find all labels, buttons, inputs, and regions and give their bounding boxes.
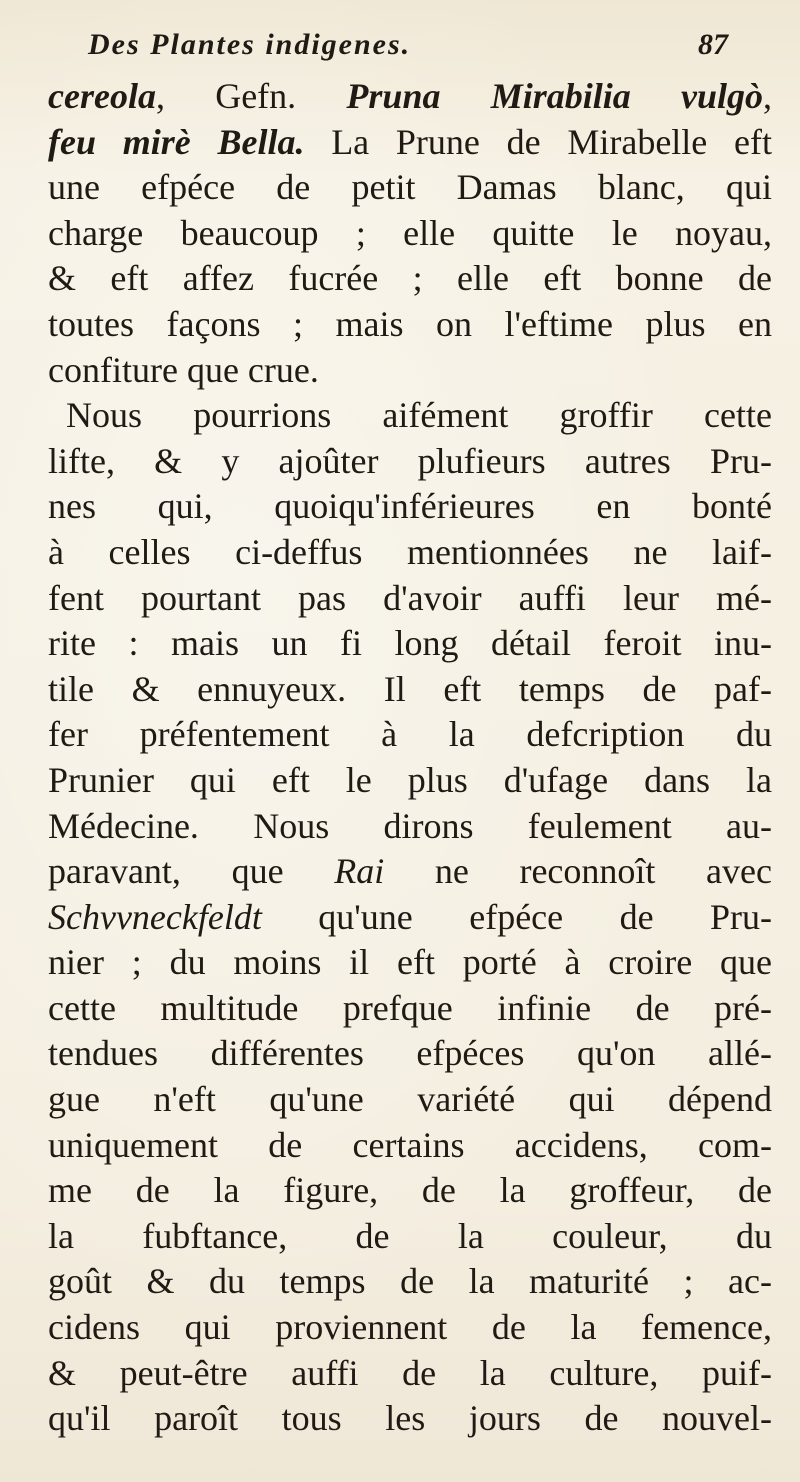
text-segment: cereola: [48, 76, 156, 116]
text-segment: Prunier qui eft le plus d'ufage dans la: [48, 759, 772, 800]
text-line: [48, 895, 772, 941]
text-segment: une efpéce de petit Damas blanc, qui: [48, 167, 772, 208]
text-segment: fent pourtant pas d'avoir auffi leur mé-: [48, 577, 772, 618]
body-text: [48, 74, 772, 1442]
text-segment: me de la figure, de la groffeur, de: [48, 1170, 772, 1211]
text-segment: cette multitude prefque infinie de pré-: [48, 987, 772, 1028]
text-segment: paravant, que: [48, 851, 335, 892]
text-segment: Schvvneckfeldt: [48, 896, 262, 937]
text-segment: toutes façons ; mais on l'eftime plus en: [48, 303, 772, 344]
text-segment: qu'il paroît tous les jours de nouvel-: [48, 1398, 772, 1439]
text-line: [48, 1396, 772, 1442]
text-segment: nier ; du moins il eft porté à croire que: [48, 942, 772, 983]
text-line: [48, 667, 772, 713]
text-segment: uniquement de certains accidens, com-: [48, 1124, 772, 1165]
page-number: 87: [698, 28, 728, 61]
text-line: [48, 1168, 772, 1214]
text-line: [48, 758, 772, 804]
text-line: [48, 1123, 772, 1169]
text-line: [48, 165, 772, 211]
text-segment: Pruna Mirabilia vulgò: [346, 76, 763, 116]
text-segment: , Gefn.: [155, 76, 347, 116]
text-segment: & peut-être auffi de la culture, puif-: [48, 1352, 772, 1393]
text-line: [48, 1259, 772, 1305]
text-segment: tile & ennuyeux. Il eft temps de paf-: [48, 668, 772, 709]
text-line: [48, 804, 772, 850]
text-line: [48, 348, 772, 394]
text-line: [48, 1351, 772, 1397]
text-segment: ne reconnoît avec: [384, 851, 772, 892]
text-line: [48, 849, 772, 895]
text-line: [48, 1031, 772, 1077]
text-segment: à celles ci-deffus mentionnées ne laif-: [48, 531, 772, 572]
text-segment: tendues différentes efpéces qu'on allé-: [48, 1033, 772, 1074]
text-segment: charge beaucoup ; elle quitte le noyau,: [48, 212, 772, 253]
text-segment: cidens qui proviennent de la femence,: [48, 1307, 772, 1348]
text-segment: lifte, & y ajoûter plufieurs autres Pru-: [48, 440, 772, 481]
text-segment: nes qui, quoiqu'inférieures en bonté: [48, 486, 772, 527]
running-title: Des Plantes indigenes.: [88, 28, 412, 61]
text-line: [48, 120, 772, 166]
text-line: [48, 712, 772, 758]
text-line: [48, 576, 772, 622]
text-line: [48, 1214, 772, 1260]
text-line: [48, 1305, 772, 1351]
text-segment: goût & du temps de la maturité ; ac-: [48, 1261, 772, 1302]
text-segment: fer préfentement à la defcription du: [48, 714, 772, 755]
text-segment: la fubftance, de la couleur, du: [48, 1215, 772, 1256]
text-line: [48, 940, 772, 986]
text-line: [48, 1077, 772, 1123]
text-line: [48, 302, 772, 348]
text-segment: confiture que crue.: [48, 349, 319, 390]
text-line: [48, 74, 772, 120]
text-segment: feu mirè Bella.: [48, 121, 305, 162]
text-line: [48, 256, 772, 302]
text-line: [48, 393, 772, 439]
text-segment: Rai: [334, 851, 385, 892]
text-segment: gue n'eft qu'une variété qui dépend: [48, 1079, 772, 1120]
text-segment: qu'une efpéce de Pru-: [261, 896, 772, 937]
text-line: [48, 211, 772, 257]
text-segment: La Prune de Mirabelle eft: [304, 121, 772, 162]
text-line: [48, 530, 772, 576]
text-segment: ,: [763, 76, 772, 116]
text-line: [48, 439, 772, 485]
text-line: [48, 621, 772, 667]
text-segment: & eft affez fucrée ; elle eft bonne de: [48, 258, 772, 299]
text-line: [48, 986, 772, 1032]
text-line: [48, 484, 772, 530]
text-segment: rite : mais un fi long détail feroit inu-: [48, 623, 772, 664]
running-head: [88, 28, 728, 74]
text-segment: Médecine. Nous dirons feulement au-: [48, 805, 772, 846]
text-segment: Nous pourrions aifément groffir cette: [66, 395, 772, 436]
